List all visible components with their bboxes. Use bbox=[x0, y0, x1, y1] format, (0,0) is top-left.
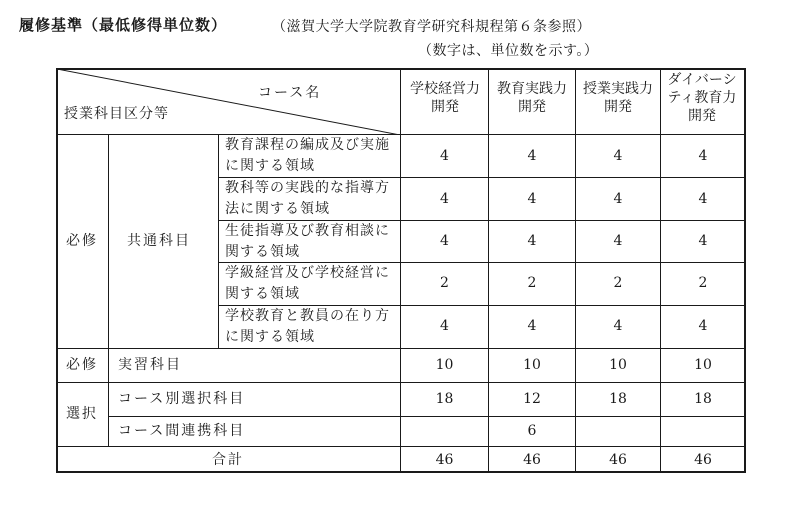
table-cell: 4 bbox=[440, 191, 449, 207]
table-cell: 4 bbox=[440, 233, 449, 249]
common-row-3-name: 生徒指導及び教育相談に関する領域 bbox=[225, 223, 390, 260]
table-cell: 4 bbox=[613, 233, 623, 249]
table-cell: 18 bbox=[609, 391, 627, 407]
table-cell: 2 bbox=[613, 275, 623, 291]
regulation-reference: （滋賀大学大学院教育学研究科規程第６条参照） bbox=[272, 19, 591, 35]
table-cell: 10 bbox=[609, 357, 627, 373]
common-row-5-name: 学校教育と教員の在り方に関する領域 bbox=[225, 308, 390, 345]
table-cell: 2 bbox=[440, 275, 449, 291]
table-cell: 4 bbox=[527, 318, 537, 334]
practicum-category: 必修 bbox=[66, 357, 98, 373]
header-subject-category: 授業科目区分等 bbox=[64, 106, 169, 122]
table-cell: 46 bbox=[435, 452, 454, 468]
practicum-label: 実習科目 bbox=[118, 357, 182, 373]
table-cell: 4 bbox=[527, 191, 537, 207]
elective-row-2-name: コース間連携科目 bbox=[118, 423, 246, 439]
table-cell: 10 bbox=[523, 357, 541, 373]
table-cell: 18 bbox=[694, 391, 712, 407]
table-cell: 18 bbox=[435, 391, 454, 407]
course-header-3: 授業実践力開発 bbox=[583, 81, 653, 115]
page-title: 履修基準（最低修得単位数） bbox=[19, 16, 228, 34]
table-cell: 4 bbox=[527, 148, 537, 164]
table-cell: 12 bbox=[523, 391, 541, 407]
common-subjects-label: 共通科目 bbox=[127, 233, 191, 249]
course-header-4: ダイバーシティ教育力開発 bbox=[667, 72, 737, 124]
course-header-2: 教育実践力開発 bbox=[497, 81, 567, 115]
table-cell: 4 bbox=[698, 233, 708, 249]
table-cell: 46 bbox=[609, 452, 627, 468]
table-cell: 2 bbox=[698, 275, 708, 291]
table-cell: 10 bbox=[694, 357, 712, 373]
required-category: 必修 bbox=[66, 233, 98, 249]
common-row-4-name: 学級経営及び学校経営に関する領域 bbox=[225, 265, 390, 302]
common-row-1-name: 教育課程の編成及び実施に関する領域 bbox=[225, 137, 390, 174]
table-cell: 4 bbox=[698, 191, 708, 207]
table-cell: 6 bbox=[527, 423, 537, 439]
elective-category: 選択 bbox=[66, 406, 98, 422]
header-diagonal bbox=[57, 69, 400, 135]
table-cell: 2 bbox=[527, 275, 537, 291]
table-cell: 46 bbox=[523, 452, 541, 468]
table-cell: 4 bbox=[613, 318, 623, 334]
table-cell: 4 bbox=[527, 233, 537, 249]
table-cell: 46 bbox=[694, 452, 712, 468]
total-label: 合計 bbox=[212, 452, 244, 468]
table-cell: 4 bbox=[613, 191, 623, 207]
table-cell: 4 bbox=[440, 148, 449, 164]
header-course-name: コース名 bbox=[258, 85, 322, 101]
table-cell: 4 bbox=[698, 318, 708, 334]
unit-note: （数字は、単位数を示す。） bbox=[418, 43, 599, 59]
table-cell: 10 bbox=[435, 357, 454, 373]
course-header-1: 学校経営力開発 bbox=[410, 81, 480, 115]
table-cell: 4 bbox=[440, 318, 449, 334]
table-cell: 4 bbox=[698, 148, 708, 164]
common-row-2-name: 教科等の実践的な指導方法に関する領域 bbox=[225, 180, 390, 217]
table-cell: 4 bbox=[613, 148, 623, 164]
elective-row-1-name: コース別選択科目 bbox=[118, 391, 246, 407]
